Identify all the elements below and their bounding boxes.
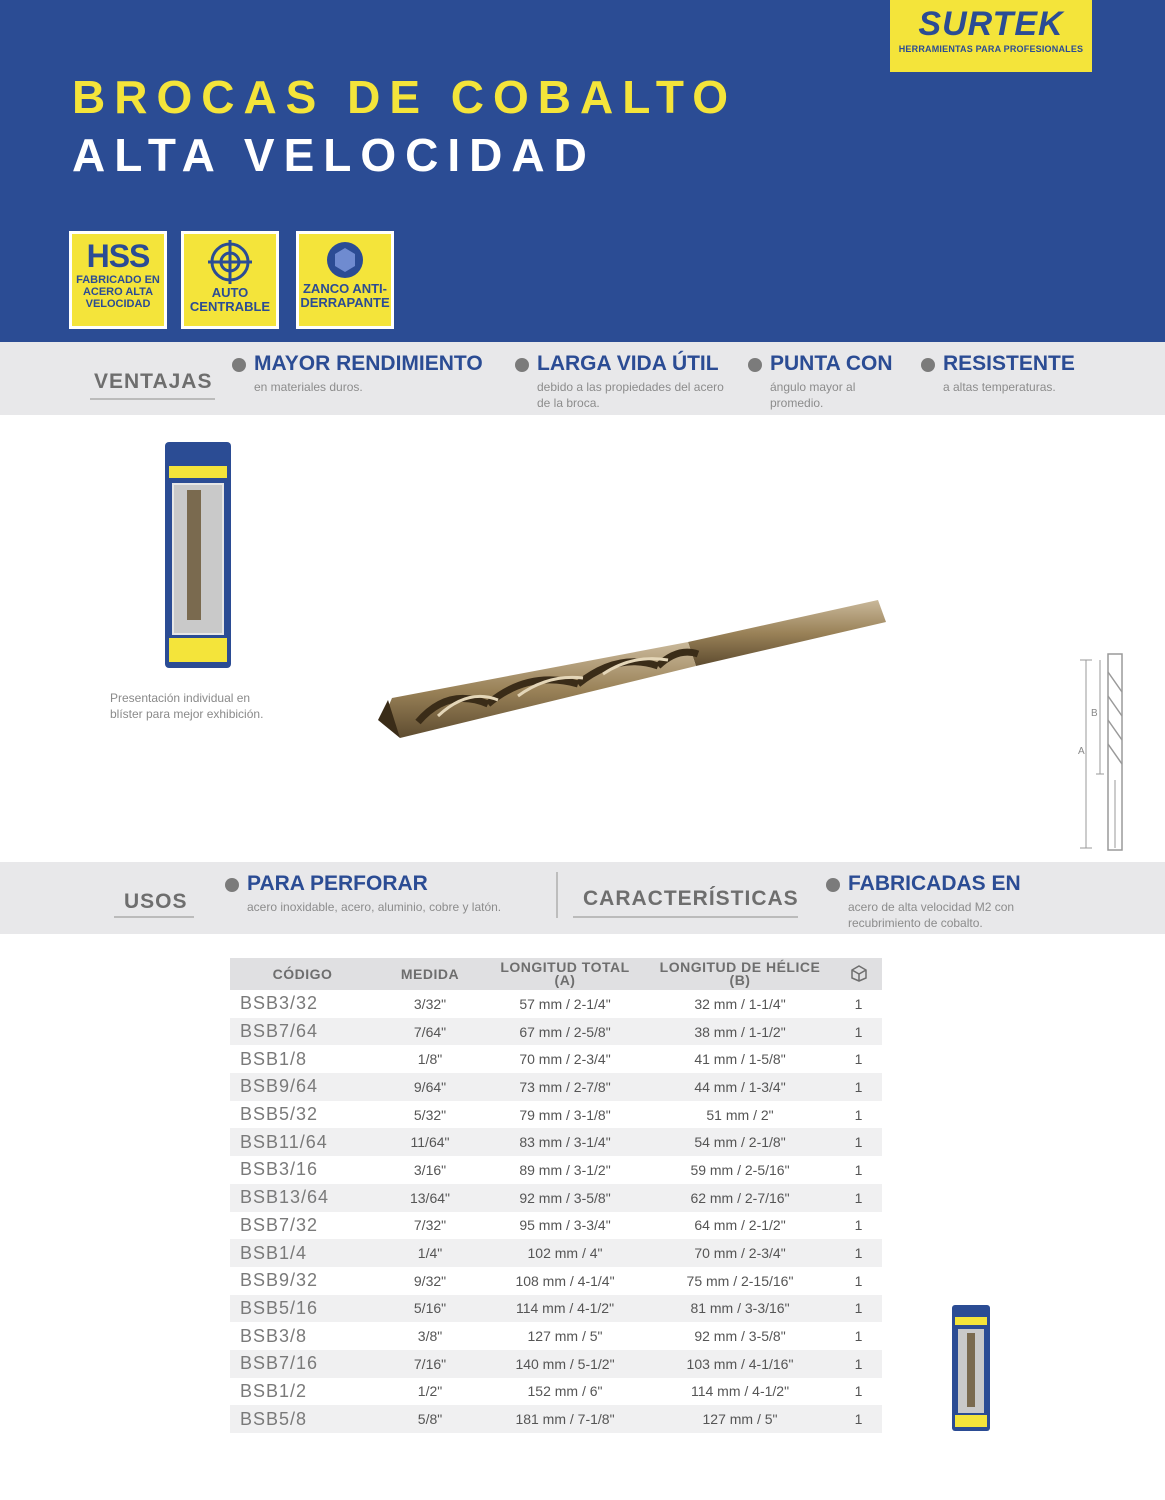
feature-title: LARGA VIDA ÚTIL [537, 352, 719, 375]
cell-size: 5/32" [413, 1106, 447, 1123]
col-header-helix-label: LONGITUD DE HÉLICE [659, 959, 821, 975]
cell-size: 1/8" [417, 1051, 443, 1068]
cell-total: 127 mm / 5" [527, 1328, 603, 1345]
cell-helix: 32 mm / 1-1/4" [694, 995, 786, 1012]
cell-code: BSB11/64 [230, 1128, 375, 1156]
usos-desc: acero inoxidable, acero, aluminio, cobre y latón. [247, 900, 502, 914]
cell-helix: 64 mm / 2-1/2" [694, 1217, 786, 1234]
table-row [230, 990, 882, 1018]
cell-qty: 1 [854, 1272, 863, 1289]
cell-code: BSB1/8 [240, 1048, 308, 1069]
feature-title: RESISTENTE [943, 352, 1075, 375]
table-row [230, 1378, 882, 1406]
usos-title: PARA PERFORAR [247, 872, 428, 895]
cell-size: 5/16" [375, 1295, 485, 1323]
header-banner [0, 0, 1165, 342]
cell-total: 89 mm / 3-1/2" [519, 1161, 611, 1178]
table-header-row [230, 958, 882, 990]
table-row [230, 1322, 882, 1350]
box-icon [850, 964, 868, 982]
table-row [230, 1073, 882, 1101]
diagram-label-b: B [1091, 708, 1098, 719]
cell-helix: 41 mm / 1-5/8" [694, 1051, 786, 1068]
cell-total: 70 mm / 2-3/4" [519, 1051, 611, 1068]
cell-total: 140 mm / 5-1/2" [485, 1350, 645, 1378]
ventajas-band [0, 342, 1165, 415]
cell-total: 102 mm / 4" [485, 1239, 645, 1267]
bullet-icon [515, 358, 529, 372]
brand-tagline: HERRAMIENTAS PARA PROFESIONALES [898, 44, 1084, 54]
feature-title: PUNTA CON [770, 352, 893, 375]
cell-helix: 62 mm / 2-7/16" [645, 1184, 835, 1212]
cell-total: 181 mm / 7-1/8" [485, 1405, 645, 1433]
table-body [230, 990, 882, 1433]
bullet-icon [921, 358, 935, 372]
col-header-size: MEDIDA [375, 958, 485, 990]
cell-helix: 92 mm / 3-5/8" [694, 1328, 786, 1345]
cell-size: 7/32" [413, 1217, 447, 1234]
usos-band [0, 862, 1165, 934]
table-row [230, 1267, 882, 1295]
cell-size: 13/64" [375, 1184, 485, 1212]
cell-helix: 114 mm / 4-1/2" [690, 1383, 790, 1400]
ventajas-label: VENTAJAS [94, 370, 213, 393]
feature-desc: debido a las propiedades del acero de la broca. [537, 380, 724, 410]
cell-size: 9/32" [413, 1272, 447, 1289]
blister-caption: Presentación individual en blíster para mejor exhibición. [110, 691, 264, 721]
caracteristicas-desc: acero de alta velocidad M2 con recubrimiento de cobalto. [848, 900, 1015, 930]
cell-qty: 1 [854, 1383, 863, 1400]
cell-total: 95 mm / 3-3/4" [519, 1217, 611, 1234]
cell-qty: 1 [835, 1073, 882, 1101]
cell-qty: 1 [835, 1239, 882, 1267]
cell-helix: 75 mm / 2-15/16" [686, 1272, 794, 1289]
cell-size: 9/64" [375, 1073, 485, 1101]
cell-total: 73 mm / 2-7/8" [485, 1073, 645, 1101]
badge-zanco [296, 231, 394, 329]
cell-helix: 51 mm / 2" [706, 1106, 774, 1123]
cell-qty: 1 [854, 1106, 863, 1123]
col-header-helix-sub: (B) [729, 972, 751, 988]
badge-auto-text: AUTO CENTRABLE [189, 285, 271, 314]
brand-name: SURTEK [918, 5, 1064, 43]
cell-size: 3/32" [413, 995, 447, 1012]
band-divider [556, 872, 558, 918]
cell-total: 108 mm / 4-1/4" [515, 1272, 615, 1289]
cell-code: BSB5/32 [240, 1104, 319, 1125]
cell-helix: 44 mm / 1-3/4" [645, 1073, 835, 1101]
cell-helix: 103 mm / 4-1/16" [645, 1350, 835, 1378]
cell-code: BSB5/16 [230, 1295, 375, 1323]
cell-helix: 54 mm / 2-1/8" [645, 1128, 835, 1156]
small-blister-image [952, 1305, 990, 1431]
cell-size: 1/2" [417, 1383, 443, 1400]
feature-title: MAYOR RENDIMIENTO [254, 352, 483, 375]
ventajas-underline [90, 398, 215, 400]
cell-qty: 1 [854, 1161, 863, 1178]
cell-total: 114 mm / 4-1/2" [485, 1295, 645, 1323]
usos-underline [114, 916, 194, 918]
badge-hss-label: HSS [86, 238, 150, 274]
target-icon [208, 240, 252, 284]
caracteristicas-label: CARACTERÍSTICAS [583, 887, 799, 910]
table-row [230, 1350, 882, 1378]
cell-code: BSB9/32 [240, 1270, 319, 1291]
cell-size: 7/64" [375, 1018, 485, 1046]
table-row [230, 1128, 882, 1156]
cell-helix: 38 mm / 1-1/2" [645, 1018, 835, 1046]
cell-total: 92 mm / 3-5/8" [485, 1184, 645, 1212]
cell-qty: 1 [835, 1184, 882, 1212]
col-header-qty [835, 958, 882, 990]
bullet-icon [225, 878, 239, 892]
badge-hss-text: FABRICADO EN ACERO ALTA VELOCIDAD [76, 274, 160, 310]
badge-hss [69, 231, 167, 329]
bullet-icon [232, 358, 246, 372]
cell-total: 152 mm / 6" [527, 1383, 603, 1400]
cell-qty: 1 [835, 1295, 882, 1323]
cell-code: BSB3/32 [240, 993, 319, 1014]
cell-qty: 1 [835, 1018, 882, 1046]
table-row [230, 1156, 882, 1184]
table-row [230, 1101, 882, 1129]
cell-qty: 1 [835, 1405, 882, 1433]
bullet-icon [748, 358, 762, 372]
badge-auto-centrable [181, 231, 279, 329]
caracteristicas-title: FABRICADAS EN [848, 872, 1021, 895]
cell-code: BSB1/2 [240, 1380, 308, 1401]
cell-size: 3/16" [413, 1161, 447, 1178]
col-header-code: CÓDIGO [230, 958, 375, 990]
cell-total: 67 mm / 2-5/8" [485, 1018, 645, 1046]
table-row [230, 1239, 882, 1267]
surtek-logo [890, 0, 1092, 72]
cell-code: BSB5/8 [230, 1405, 375, 1433]
table-row [230, 1018, 882, 1046]
cell-total: 57 mm / 2-1/4" [519, 995, 611, 1012]
cell-qty: 1 [854, 995, 863, 1012]
cell-helix: 59 mm / 2-5/16" [690, 1161, 790, 1178]
cell-total: 83 mm / 3-1/4" [485, 1128, 645, 1156]
cell-code: BSB3/16 [240, 1159, 319, 1180]
cell-helix: 81 mm / 3-3/16" [645, 1295, 835, 1323]
cell-total: 79 mm / 3-1/8" [519, 1106, 611, 1123]
col-header-helix [645, 958, 835, 990]
usos-label: USOS [124, 890, 188, 913]
cell-qty: 1 [835, 1350, 882, 1378]
cell-size: 11/64" [375, 1128, 485, 1156]
hex-shank-icon [325, 240, 365, 280]
cell-code: BSB7/16 [230, 1350, 375, 1378]
cell-qty: 1 [854, 1217, 863, 1234]
title-line-1: BROCAS DE COBALTO [72, 71, 737, 123]
cell-helix: 70 mm / 2-3/4" [645, 1239, 835, 1267]
cell-code: BSB3/8 [240, 1325, 308, 1346]
col-header-total-sub: (A) [554, 972, 576, 988]
cell-size: 7/16" [375, 1350, 485, 1378]
feature-desc: en materiales duros. [254, 380, 363, 394]
cell-qty: 1 [854, 1051, 863, 1068]
caracteristicas-underline [573, 916, 798, 918]
drill-bit-image [378, 592, 890, 752]
cell-code: BSB9/64 [230, 1073, 375, 1101]
table-row [230, 1184, 882, 1212]
bullet-icon [826, 878, 840, 892]
cell-size: 3/8" [417, 1328, 443, 1345]
table-row [230, 1295, 882, 1323]
cell-helix: 127 mm / 5" [645, 1405, 835, 1433]
feature-desc: a altas temperaturas. [943, 380, 1056, 394]
blister-package-image [165, 442, 231, 668]
table-row [230, 1212, 882, 1240]
table-row [230, 1405, 882, 1433]
col-header-total-label: LONGITUD TOTAL [500, 959, 630, 975]
cell-code: BSB7/32 [240, 1214, 319, 1235]
cell-code: BSB1/4 [230, 1239, 375, 1267]
cell-size: 5/8" [375, 1405, 485, 1433]
table-row [230, 1045, 882, 1073]
cell-code: BSB7/64 [230, 1018, 375, 1046]
badge-zanco-text: ZANCO ANTI- DERRAPANTE [300, 281, 390, 310]
cell-size: 1/4" [375, 1239, 485, 1267]
feature-desc: ángulo mayor al promedio. [770, 380, 856, 410]
col-header-total [485, 958, 645, 990]
cell-qty: 1 [835, 1128, 882, 1156]
cell-qty: 1 [854, 1328, 863, 1345]
diagram-label-a: A [1078, 746, 1085, 757]
title-line-2: ALTA VELOCIDAD [72, 129, 596, 181]
cell-code: BSB13/64 [230, 1184, 375, 1212]
spec-table [230, 958, 882, 1433]
